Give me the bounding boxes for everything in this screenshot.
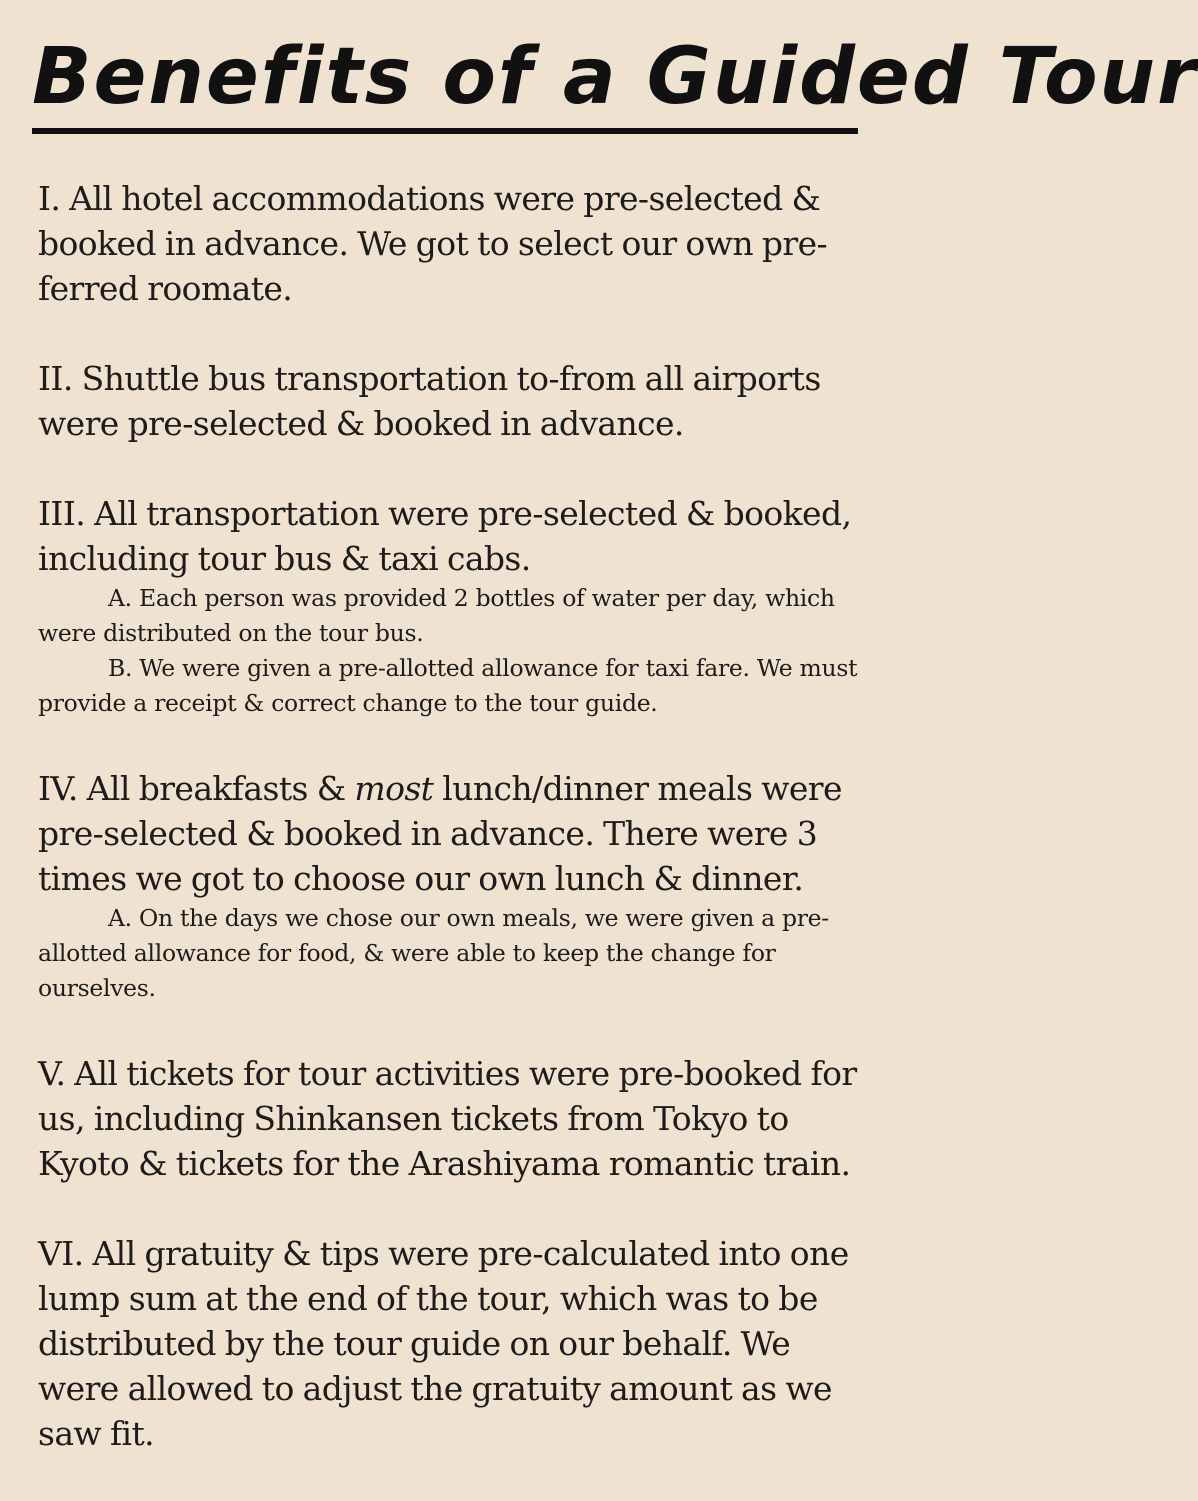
benefit-section-4 xyxy=(38,766,874,1006)
benefit-section-6 xyxy=(38,1231,874,1456)
benefit-subpoint: B. We were given a pre-allotted allowance for taxi fare. We must provide a receipt & correct change to the tour guide. xyxy=(38,654,858,717)
benefit-text: I. All hotel accommodations were pre-selected & booked in advance. We got to select our own pre-ferred roomate. xyxy=(38,179,828,308)
benefit-text: VI. All gratuity & tips were pre-calculated into one lump sum at the end of the tour, which was to be distributed by the tour guide on our behalf. We were allowed to adjust the gratuity amount as we saw fit. xyxy=(38,1234,849,1453)
title-underline xyxy=(32,128,858,134)
benefit-text: II. Shuttle bus transportation to-from all airports were pre-selected & booked in advance. xyxy=(38,359,821,443)
benefit-section-3 xyxy=(38,491,874,721)
page-title: Benefits of a Guided Tour xyxy=(32,32,1198,122)
benefit-text-start: IV. All breakfasts & xyxy=(38,769,355,808)
benefit-text xyxy=(38,766,874,901)
benefit-subpoint: A. Each person was provided 2 bottles of water per day, which were distributed on the tour bus. xyxy=(38,584,835,647)
benefit-section-2 xyxy=(38,356,874,446)
benefit-text: III. All transportation were pre-selected & booked, including tour bus & taxi cabs. xyxy=(38,494,852,578)
benefit-subpoint: A. On the days we chose our own meals, we were given a pre-allotted allowance for food, & were able to keep the change for ourselves. xyxy=(38,904,829,1002)
benefit-text: V. All tickets for tour activities were pre-booked for us, including Shinkansen tickets from Tokyo to Kyoto & tickets for the Arashiyama romantic train. xyxy=(38,1054,857,1183)
benefit-text-end: lunch/dinner meals were pre-selected & booked in advance. There were 3 times we got to choose our own lunch & dinner. xyxy=(38,769,842,898)
benefits-list xyxy=(38,176,874,1501)
benefit-section-1 xyxy=(38,176,874,311)
emphasis-text: most xyxy=(354,769,434,808)
benefit-section-5 xyxy=(38,1051,874,1186)
